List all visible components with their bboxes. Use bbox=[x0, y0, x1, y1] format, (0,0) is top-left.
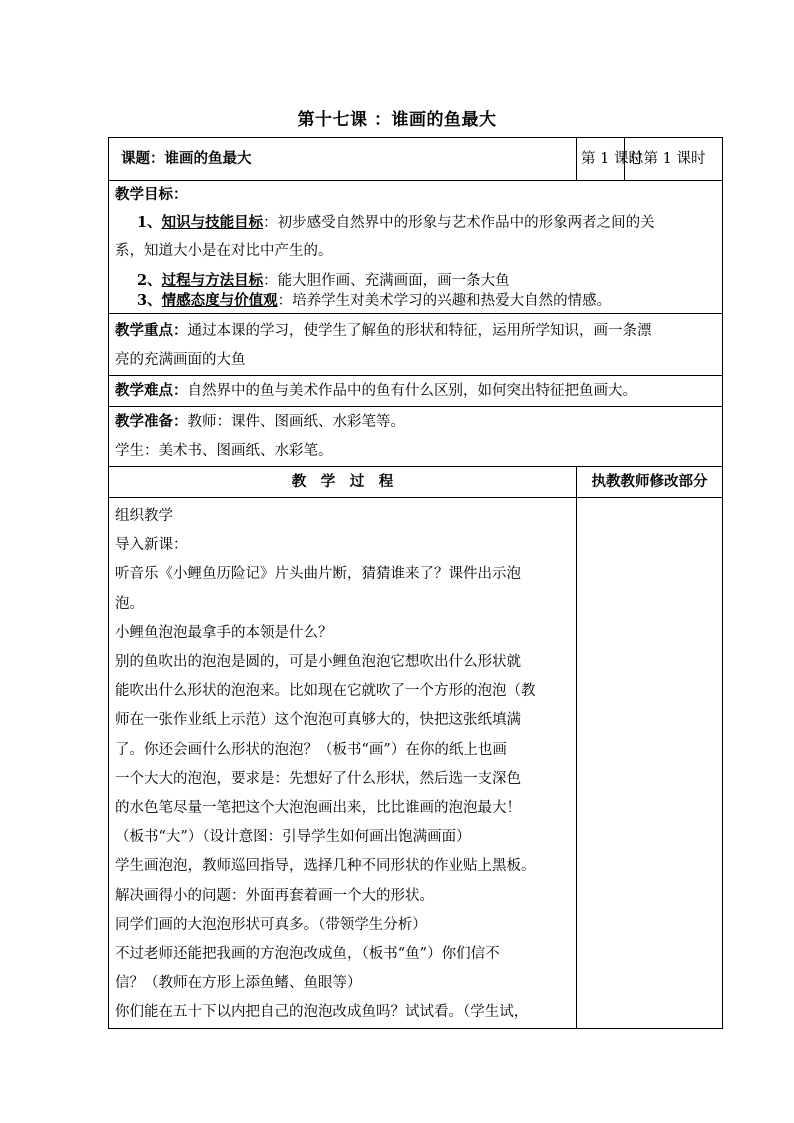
objective-1-prefix: 1、 bbox=[137, 214, 162, 231]
objectives-row bbox=[109, 181, 723, 314]
process-line: 师在一张作业纸上示范）这个泡泡可真够大的，快把这张纸填满 bbox=[115, 712, 521, 729]
topic-label: 课题： bbox=[121, 150, 165, 167]
process-line: （板书“大”）（设计意图：引导学生如何画出饱满画面） bbox=[115, 829, 471, 846]
objective-1 bbox=[115, 209, 716, 237]
objective-1-label: 知识与技能目标 bbox=[161, 214, 264, 231]
objective-2-label: 过程与方法目标 bbox=[161, 272, 264, 289]
process-line: 你们能在五十下以内把自己的泡泡改成鱼吗？试试看。（学生试， bbox=[115, 1004, 529, 1021]
preparation-row bbox=[109, 407, 723, 467]
process-line: 泡。 bbox=[115, 595, 144, 612]
lesson-plan-table bbox=[108, 137, 723, 1029]
process-header-right: 执教教师修改部分 bbox=[577, 467, 723, 498]
lesson-total-cell bbox=[625, 138, 723, 181]
process-line: 一个大大的泡泡，要求是：先想好了什么形状，然后选一支深色 bbox=[115, 770, 521, 787]
objective-1-cont: 系，知道大小是在对比中产生的。 bbox=[115, 243, 333, 259]
process-body-cell bbox=[109, 498, 577, 1029]
objective-3-prefix: 3、 bbox=[137, 292, 162, 309]
difficulty-cell bbox=[109, 376, 723, 407]
process-line: 小鲤鱼泡泡最拿手的本领是什么？ bbox=[115, 624, 333, 641]
process-line: 别的鱼吹出的泡泡是圆的，可是小鲤鱼泡泡它想吹出什么形状就 bbox=[115, 654, 521, 671]
key-point-cell bbox=[109, 314, 723, 376]
objective-1-text-a: ：初步感受自然界中的形象与艺术作品中的形象两者之间的关 bbox=[263, 215, 655, 231]
header-row bbox=[109, 138, 723, 181]
process-line: 导入新课： bbox=[115, 537, 188, 554]
page-title: 第十七课 ：谁画的鱼最大 bbox=[297, 110, 497, 130]
difficulty-text: 自然界中的鱼与美术作品中的鱼有什么区别，如何突出特征把鱼画大。 bbox=[187, 383, 637, 399]
process-body-row bbox=[109, 498, 723, 1029]
process-line: 不过老师还能把我画的方泡泡改成鱼，（板书“鱼”）你们信不 bbox=[115, 946, 500, 963]
lesson-number-cell bbox=[577, 138, 643, 181]
objective-3-text: ：培养学生对美术学习的兴趣和热爱大自然的情感。 bbox=[277, 293, 612, 309]
objectives-cell bbox=[109, 181, 723, 314]
process-line: 的水色笔尽量一笔把这个大泡泡画出来，比比谁画的泡泡最大！ bbox=[115, 800, 521, 817]
objectives-heading: 教学目标： bbox=[115, 186, 188, 203]
process-line: 同学们画的大泡泡形状可真多。（带领学生分析） bbox=[115, 916, 427, 933]
process-header-left: 教 学 过 程 bbox=[109, 467, 577, 498]
objective-2-prefix: 2、 bbox=[137, 272, 162, 289]
process-line: 解决画得小的问题：外面再套着画一个大的形状。 bbox=[115, 887, 434, 904]
process-line: 能吹出什么形状的泡泡来。比如现在它就吹了一个方形的泡泡（教 bbox=[115, 683, 536, 700]
objective-3-label: 情感态度与价值观 bbox=[161, 292, 278, 309]
process-line: 了。你还会画什么形状的泡泡？（板书“画”）在你的纸上也画 bbox=[115, 741, 507, 758]
preparation-teacher: 教师：课件、图画纸、水彩笔等。 bbox=[187, 414, 405, 430]
revision-cell bbox=[577, 498, 723, 1029]
lesson-number: 第 1 课时 bbox=[581, 151, 643, 167]
preparation-label: 教学准备： bbox=[115, 413, 188, 430]
difficulty-label: 教学难点： bbox=[115, 382, 188, 399]
key-point-text-a: 通过本课的学习，使学生了解鱼的形状和特征，运用所学知识，画一条漂 bbox=[187, 323, 652, 339]
preparation-student: 学生：美术书、图画纸、水彩笔。 bbox=[115, 443, 333, 459]
topic-value: 谁画的鱼最大 bbox=[164, 150, 252, 167]
objective-2-text: ：能大胆作画、充满画面，画一条大鱼 bbox=[263, 273, 510, 289]
lesson-total: 总第 1 课时 bbox=[629, 151, 706, 167]
topic-cell bbox=[109, 138, 577, 181]
process-line: 信？（教师在方形上添鱼鳍、鱼眼等） bbox=[115, 975, 362, 992]
process-line: 学生画泡泡，教师巡回指导，选择几种不同形状的作业贴上黑板。 bbox=[115, 858, 536, 875]
key-point-row bbox=[109, 314, 723, 376]
key-point-text-b: 亮的充满画面的大鱼 bbox=[115, 352, 246, 368]
objective-3 bbox=[115, 291, 716, 311]
objective-2 bbox=[115, 271, 716, 291]
preparation-cell bbox=[109, 407, 723, 467]
process-line: 听音乐《小鲤鱼历险记》片头曲片断，猜猜谁来了？课件出示泡 bbox=[115, 566, 521, 583]
process-header-row bbox=[109, 467, 723, 498]
difficulty-row bbox=[109, 376, 723, 407]
process-lines bbox=[115, 502, 570, 1028]
key-point-label: 教学重点： bbox=[115, 322, 188, 339]
process-line: 组织教学 bbox=[115, 508, 173, 524]
